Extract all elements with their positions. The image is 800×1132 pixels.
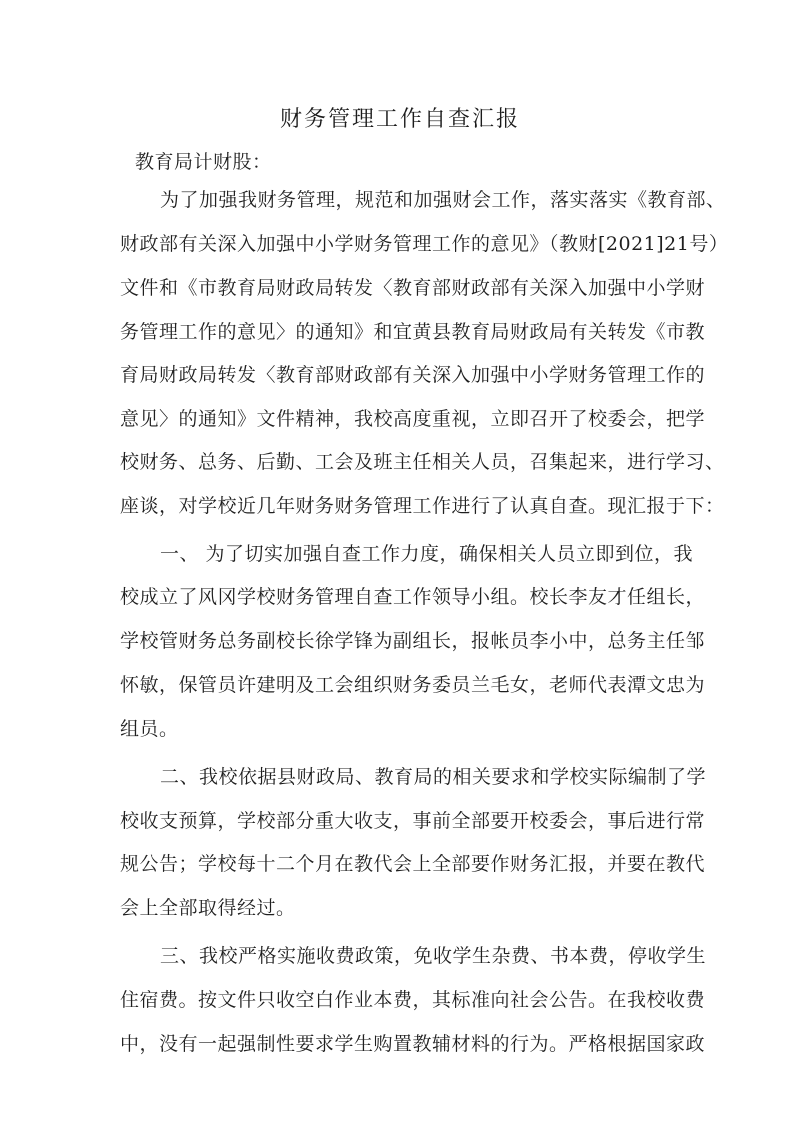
body-line: 文件和《市教育局财政局转发〈教育部财政部有关深入加强中小学财 — [120, 277, 706, 299]
section-2-line: 会上全部取得经过。 — [120, 897, 296, 919]
salutation-line: 教育局计财股： — [135, 151, 272, 173]
section-3-line: 住宿费。按文件只收空白作业本费，其标准向社会公告。在我校收费 — [120, 989, 706, 1011]
section-3-line: 中，没有一起强制性要求学生购置教辅材料的行为。严格根据国家政 — [120, 1033, 706, 1055]
body-line: 育局财政局转发〈教育部财政部有关深入加强中小学财务管理工作的 — [120, 364, 706, 386]
body-line: 财政部有关深入加强中小学财务管理工作的意见》（教财[2021]21号） — [120, 233, 729, 255]
section-2-line: 二、我校依据县财政局、教育局的相关要求和学校实际编制了学 — [160, 766, 707, 788]
document-title: 财务管理工作自查汇报 — [279, 107, 520, 132]
section-1-line: 怀敏，保管员许建明及工会组织财务委员兰毛女，老师代表潭文忠为 — [120, 674, 706, 696]
section-1-line: 学校管财务总务副校长徐学锋为副组长，报帐员李小中，总务主任邹 — [120, 630, 706, 652]
body-line: 座谈，对学校近几年财务财务管理工作进行了认真自查。现汇报于下： — [120, 495, 725, 517]
body-line: 务管理工作的意见〉的通知》和宜黄县教育局财政局有关转发《市教 — [120, 321, 706, 343]
body-line: 为了加强我财务管理，规范和加强财会工作，落实落实《教育部、 — [160, 189, 726, 211]
section-1-line: 一、 为了切实加强自查工作力度，确保相关人员立即到位，我 — [160, 543, 694, 565]
section-1-line: 校成立了风冈学校财务管理自查工作领导小组。校长李友才任组长， — [120, 586, 706, 608]
body-line: 校财务、总务、后勤、工会及班主任相关人员，召集起来，进行学习、 — [120, 451, 725, 473]
section-3-line: 三、我校严格实施收费政策，免收学生杂费、书本费，停收学生 — [160, 945, 707, 967]
section-2-line: 规公告；学校每十二个月在教代会上全部要作财务汇报，并要在教代 — [120, 853, 706, 875]
body-line: 意见〉的通知》文件精神，我校高度重视，立即召开了校委会，把学 — [120, 408, 706, 430]
section-2-line: 校收支预算，学校部分重大收支，事前全部要开校委会，事后进行常 — [120, 810, 706, 832]
section-1-line: 组员。 — [120, 718, 179, 740]
